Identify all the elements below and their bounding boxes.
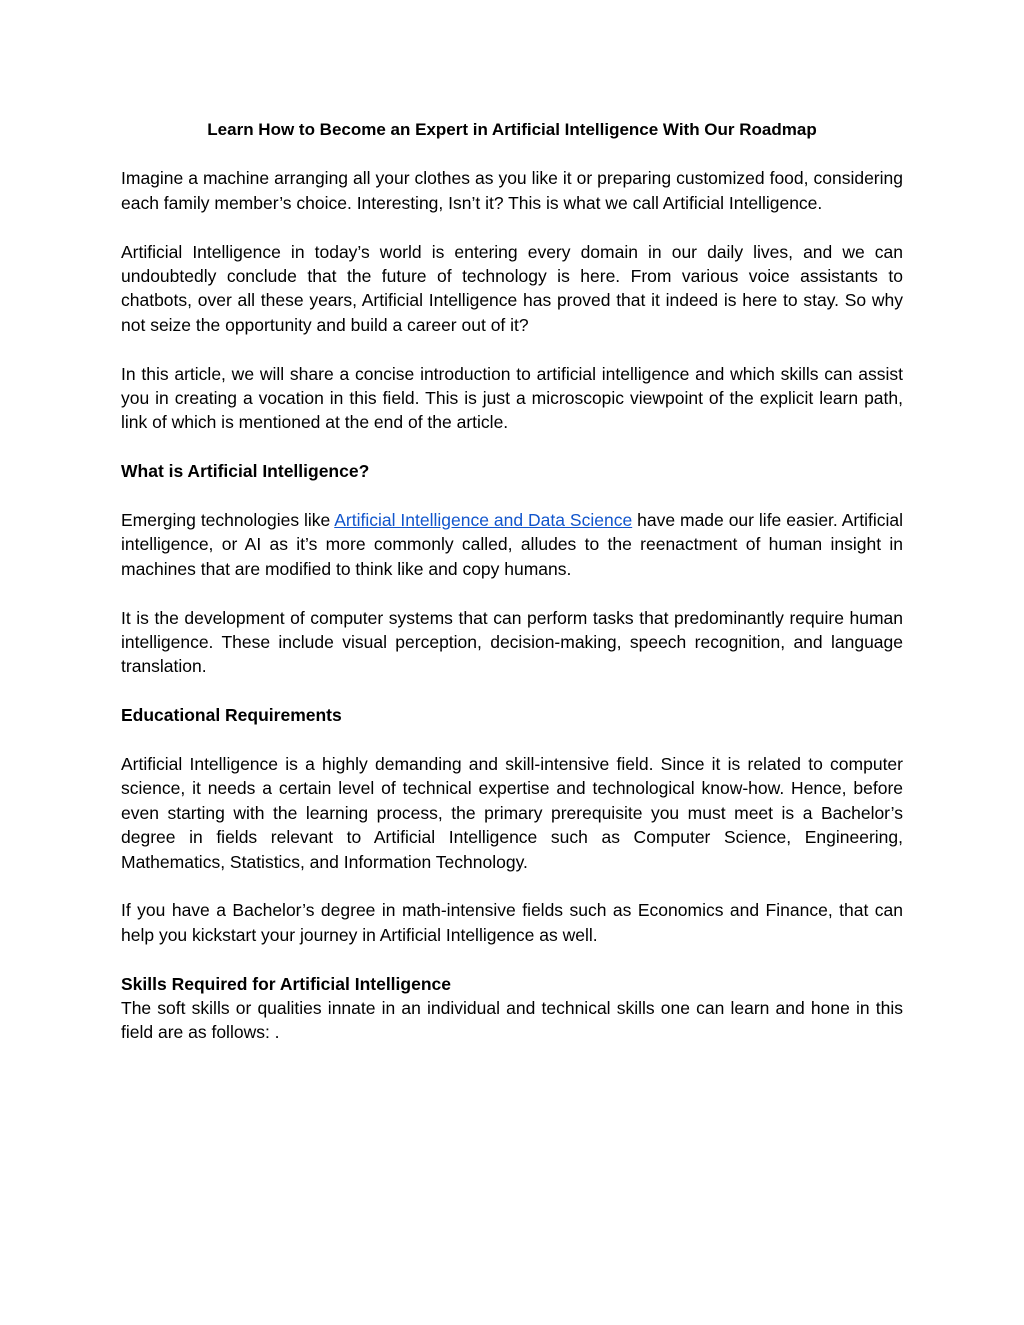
intro-paragraph-2: Artificial Intelligence in today’s world is entering every domain in our daily lives, and we can undoubtedly conclude that the future of technology is here. From various voice assistants to chatbots, over all these years, Artificial Intelligence has proved that it indeed is here to stay. So why not seize the opportunity and build a career out of it? (121, 241, 903, 335)
section-heading-skills: Skills Required for Artificial Intelligence (121, 973, 451, 994)
what-is-ai-text-before-link: Emerging technologies like (121, 510, 335, 531)
what-is-ai-paragraph-1 (121, 508, 903, 581)
intro-paragraph-1: Imagine a machine arranging all your clothes as you like it or preparing customized food, considering each family member’s choice. Interesting, Isn’t it? This is what we call Artificial Intelligence. (121, 168, 903, 213)
section-heading-education: Educational Requirements (121, 705, 342, 726)
document-title: Learn How to Become an Expert in Artificial Intelligence With Our Roadmap (207, 120, 817, 139)
intro-paragraph-3: In this article, we will share a concise introduction to artificial intelligence and which skills can assist you in creating a vocation in this field. This is just a microscopic viewpoint of the explicit learn path, link of which is mentioned at the end of the article. (121, 363, 903, 433)
what-is-ai-paragraph-2: It is the development of computer systems that can perform tasks that predominantly require human intelligence. These include visual perception, decision-making, speech recognition, and language translation. (121, 607, 903, 677)
education-paragraph-1: Artificial Intelligence is a highly demanding and skill-intensive field. Since it is related to computer science, it needs a certain level of technical expertise and technological know-how. Hence, before even starting with the learning process, the primary prerequisite you must meet is a Bachelor’s degree in fields relevant to Artificial Intelligence such as Computer Science, Engineering, Mathematics, Statistics, and Information Technology. (121, 754, 903, 872)
education-paragraph-2: If you have a Bachelor’s degree in math-intensive fields such as Economics and Finance, that can help you kickstart your journey in Artificial Intelligence as well. (121, 900, 903, 945)
ai-data-science-link[interactable]: Artificial Intelligence and Data Science (334, 510, 633, 531)
skills-paragraph-1: The soft skills or qualities innate in an individual and technical skills one can learn and hone in this field are as follows: . (121, 998, 903, 1043)
section-heading-what-is-ai: What is Artificial Intelligence? (121, 461, 370, 482)
document-page (121, 118, 903, 1069)
what-is-ai-text-after-link: have made our life easier. Artificial intelligence, or AI as it’s more commonly called, alludes to the reenactment of human insight in machines that are modified to think like and copy humans. (121, 510, 903, 579)
